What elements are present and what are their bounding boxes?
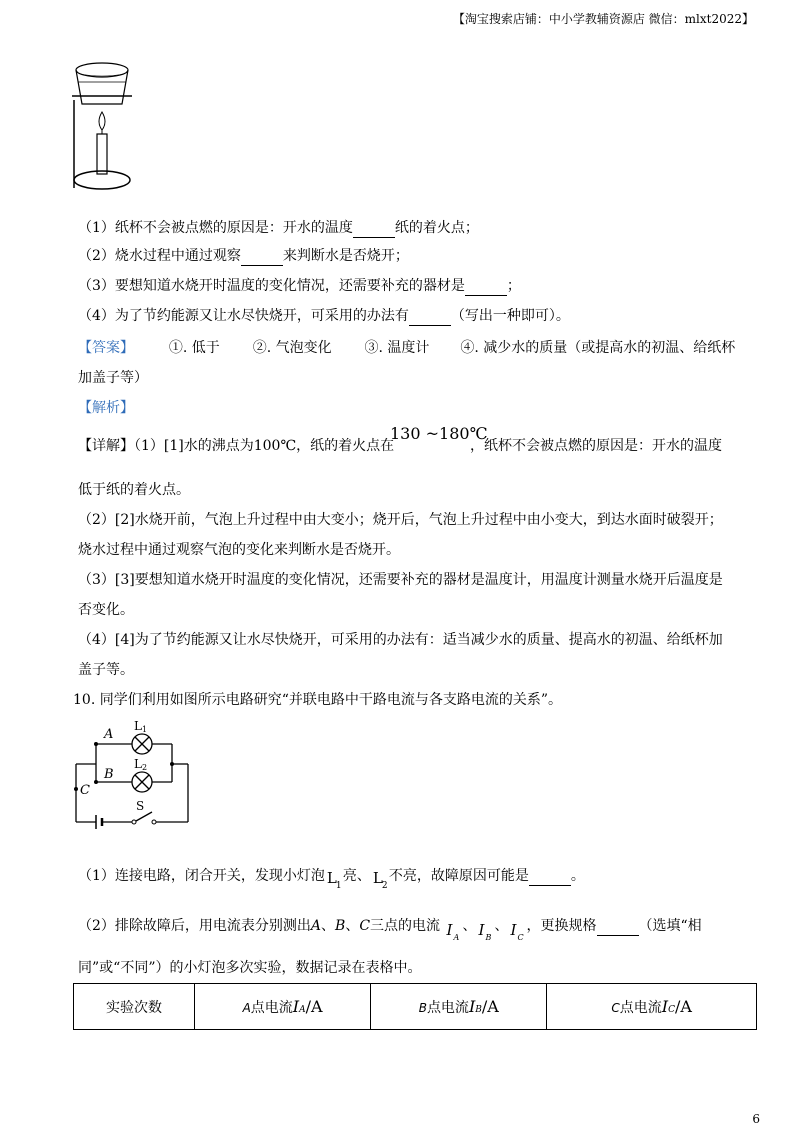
label-l2: L [134,757,142,771]
sep-4: 、 [494,918,509,934]
label-c: C [80,783,90,798]
detail-3-line-2: 否变化。 [78,602,134,618]
q10-part-2-post: ，更换规格 [526,918,597,934]
col-c-letter: C [611,1000,620,1015]
col-a-i: I [292,996,300,1016]
symbol-l1-sub: 1 [335,881,342,891]
col-c-sub: C [668,1004,676,1015]
current-ib-sub: B [485,933,492,942]
blank-q10-1 [529,885,571,886]
blank-q10-2 [597,935,639,936]
q9-item-2-text: （2）烧水过程中通过观察 [78,248,241,264]
analysis-tag: 【解析】 [78,400,134,416]
col-b-sub: B [475,1004,482,1015]
q9-item-4-text: （4）为了节约能源又让水尽快烧开，可采用的办法有 [78,308,409,324]
label-l2-sub: 2 [142,763,148,772]
answer-4: ④. 减少水的质量（或提高水的初温、给纸杯 [460,340,736,356]
detail-3-line-1: （3）[3]要想知道水烧开时温度的变化情况，还需要补充的器材是温度计，用温度计测量水烧开后温度是 [78,572,723,588]
col-b-letter: B [418,1000,427,1015]
table-header-a [194,984,370,1030]
sep-2: 、 [345,918,360,934]
detail-2-line-2: 烧水过程中通过观察气泡的变化来判断水是否烧开。 [78,542,400,558]
q10-part-2-text: （2）排除故障后，用电流表分别测出 [78,918,311,934]
col-b-i: I [468,996,476,1016]
q10-part-2-tail: （选填“相 [638,918,702,934]
label-s: S [136,799,145,813]
symbol-l2-letter: L [372,869,383,887]
point-a: A [310,918,322,934]
q10-part-1-tail: 。 [570,868,585,884]
label-l1: L [134,719,142,733]
col-a-label: 点电流 [250,999,293,1016]
detail-2-line-1: （2）[2]水烧开前，气泡上升过程中由大变小；烧开后，气泡上升过程中由小变大，到达水面时破裂开； [78,512,723,528]
q10-part-1-text: （1）连接电路，闭合开关，发现小灯泡 [78,868,325,884]
paper-cup-heating-figure [66,56,138,196]
col-c-label: 点电流 [619,999,662,1016]
current-ic-letter: I [510,921,517,939]
label-a: A [104,727,114,742]
q9-item-2-tail: 来判断水是否烧开； [282,248,409,264]
current-ib-letter: I [478,921,485,939]
q10-part-1-mid-1: 亮、 [342,868,371,884]
col-c-i: I [661,996,669,1016]
detail-tag: 【详解】 [78,438,134,454]
answer-2: ②. 气泡变化 [252,340,332,356]
data-table [73,983,757,1030]
q9-item-1-tail: 纸的着火点； [394,220,479,236]
answer-3: ③. 温度计 [364,340,430,356]
table-header-b [371,984,547,1030]
q10-part-1 [78,866,585,891]
answer-line [78,338,735,358]
header-shop-text: 【淘宝搜索店铺：中小学教辅资源店 微信：mlxt2022】 [452,12,754,26]
q10-part-2-mid: 三点的电流 [370,918,441,934]
point-c: C [359,918,371,934]
detail-1-line-2: 低于纸的着火点。 [78,482,190,498]
col-c-unit: /A [675,996,692,1016]
switch-icon [132,820,136,824]
blank-4 [409,325,451,326]
label-l1-sub: 1 [142,725,148,734]
current-ia-sub: A [453,933,460,942]
ignition-range: 130 ~180℃ [390,424,488,443]
detail-4-line-2: 盖子等。 [78,662,134,678]
q9-item-1-text: （1）纸杯不会被点燃的原因是：开水的温度 [78,220,353,236]
q9-item-3 [78,276,521,296]
q10-stem: 10. 同学们利用如图所示电路研究“并联电路中干路电流与各支路电流的关系”。 [73,692,563,708]
col-b-label: 点电流 [426,999,469,1016]
q10-part-1-mid-2: 不亮，故障原因可能是 [388,868,529,884]
answer-continuation: 加盖子等） [78,370,148,386]
detail-1-line-1 [78,436,394,456]
table-header-c [547,984,757,1030]
table-header-trial: 实验次数 [74,984,195,1030]
current-ia-letter: I [446,921,453,939]
q10-part-2-line-2: 同”或“不同”）的小灯泡多次实验，数据记录在表格中。 [78,960,422,976]
detail-4-line-1: （4）[4]为了节约能源又让水尽快烧开，可采用的办法有：适当减少水的质量、提高水的初温、给纸杯加 [78,632,723,648]
parallel-circuit-diagram [66,714,196,834]
col-a-letter: A [242,1000,251,1015]
q9-item-4 [78,306,570,326]
current-ic-sub: C [517,933,524,942]
symbol-l2-sub: 2 [381,881,388,891]
blank-2 [241,265,283,266]
page-number: 6 [752,1112,760,1126]
detail-1-text-a: （1）[1]水的沸点为100℃，纸的着火点在 [134,438,395,454]
q10-part-2-line-1 [78,916,702,942]
answer-1: ①. 低于 [168,340,220,356]
sep-1: 、 [321,918,336,934]
q9-item-3-tail: ； [506,278,521,294]
blank-1 [353,237,395,238]
point-b: B [335,918,346,934]
q9-item-2 [78,246,409,266]
q9-item-1 [78,218,479,238]
sep-3: 、 [462,918,477,934]
detail-1-text-b: ，纸杯不会被点燃的原因是：开水的温度 [470,438,722,454]
col-b-unit: /A [481,996,499,1016]
q9-item-3-text: （3）要想知道水烧开时温度的变化情况，还需要补充的器材是 [78,278,465,294]
table-header-row [74,984,757,1030]
q9-item-4-tail: （写出一种即可）。 [450,308,570,324]
answer-tag: 【答案】 [78,340,134,356]
col-a-sub: A [299,1004,306,1015]
blank-3 [465,295,507,296]
label-b: B [104,767,114,782]
symbol-l1-letter: L [326,869,337,887]
col-a-unit: /A [305,996,323,1016]
